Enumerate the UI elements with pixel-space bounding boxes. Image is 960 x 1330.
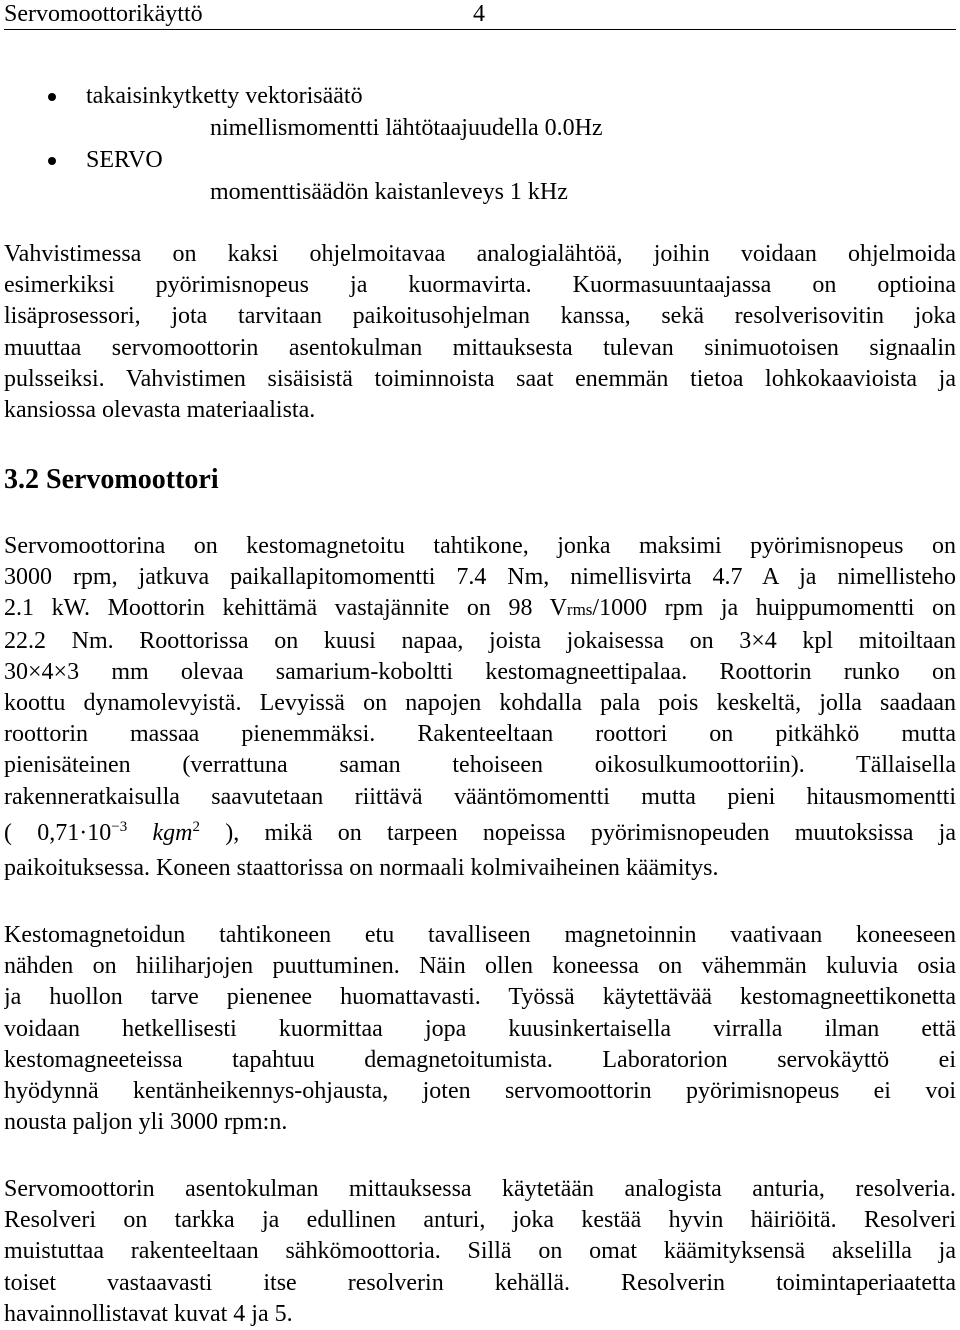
list-item [40, 80, 920, 144]
text-line: lisäprosessori, jota tarvitaan paikoitusohjelman kanssa, sekä resolverisovitin joka [4, 303, 956, 330]
text-line: Vahvistimessa on kaksi ohjelmoitavaa analogialähtöä, joihin voidaan ohjelmoida [4, 241, 956, 267]
text-line: Kestomagnetoidun tahtikoneen etu tavalliseen magnetoinnin vaativaan koneeseen [4, 922, 956, 948]
rms-line-before: 2.1 kW. Moottorin kehittämä vastajännite on 98 V [4, 595, 567, 622]
bullet-label: takaisinkytketty vektorisäätö [86, 83, 363, 109]
text-line: havainnollistavat kuvat 4 ja 5. [4, 1300, 293, 1327]
text-line: kestomagneeteissa tapahtuu demagnetoitumista. Laboratorion servokäyttö ei [4, 1046, 956, 1073]
inertia-formula: ( $0,71\cdot 10^{-3}$ kgm$^2$ ), [4, 818, 240, 846]
bullet-list [40, 80, 920, 208]
text-line: toiset vastaavasti itse resolverin kehällä. Resolverin toimintaperiaatetta [4, 1269, 956, 1296]
bullet-detail: nimellismomentti lähtötaajuudella 0.0Hz [210, 115, 603, 141]
text-line: pulsseiksi. Vahvistimen sisäisistä toiminnoista saat enemmän tietoa lohkokaavioista ja [4, 365, 956, 392]
text-line: pienisäteinen (verrattuna saman tehoiseen oikosulkumoottoriin). Tällaisella [4, 752, 956, 779]
text-line: voidaan hetkellisesti kuormittaa jopa kuusinkertaisella virralla ilman että [4, 1015, 956, 1042]
text-line: roottorin massaa pienemmäksi. Rakenteeltaan roottori on pitkähkö mutta [4, 721, 956, 748]
text-line: kansiossa olevasta materiaalista. [4, 397, 316, 424]
text-line: Servomoottorin asentokulman mittauksessa käytetään analogista anturia, resolveria. [4, 1176, 956, 1202]
paragraph-permanent-magnet [4, 920, 956, 1138]
text-line: nähden on hiiliharjojen puuttuminen. Näin ollen koneessa on vähemmän kuluvia osia [4, 953, 956, 980]
text-line: ja huollon tarve pienenee huomattavasti. Työssä käytettävää kestomagneettikonetta [4, 984, 956, 1011]
paragraph-resolver [4, 1174, 956, 1330]
text-line: hyödynnä kentänheikennys-ohjausta, joten servomoottorin pyörimisnopeus ei voi [4, 1078, 956, 1105]
text-line: Servomoottorina on kestomagnetoitu tahtikone, jonka maksimi pyörimisnopeus on [4, 533, 956, 559]
text-line-formula [4, 813, 956, 853]
text-line: muuttaa servomoottorin asentokulman mittauksesta tulevan sinimuotoisen signaalin [4, 334, 956, 361]
paragraph-servomotor [4, 531, 956, 884]
text-line-rms [4, 593, 956, 625]
text-line: rakenneratkaisulla saavutetaan riittävä vääntömomentti mutta pieni hitausmomentti [4, 783, 956, 810]
text-line: esimerkiksi pyörimisnopeus ja kuormavirta. Kuormasuuntaajassa on optioina [4, 272, 956, 299]
section-heading: 3.2 Servomoottori [4, 464, 219, 495]
header-title: Servomoottorikäyttö [4, 1, 203, 27]
list-item [40, 144, 920, 208]
bullet-label: SERVO [86, 147, 163, 173]
rms-line-after: /1000 rpm ja huippumomentti on [592, 595, 956, 622]
text-line: muistuttaa rakenteeltaan sähkömoottoria. Sillä on omat käämityksensä akselilla ja [4, 1238, 956, 1265]
text-line: koottu dynamolevyistä. Levyissä on napojen kohdalla pala pois keskeltä, jolla saadaan [4, 690, 956, 717]
text-line: 22.2 Nm. Roottorissa on kuusi napaa, joista jokaisessa on 3×4 kpl mitoiltaan [4, 627, 956, 654]
text-line: 30×4×3 mm olevaa samarium-koboltti kestomagneettipalaa. Roottorin runko on [4, 658, 956, 685]
page-number: 4 [473, 1, 485, 27]
bullet-icon [48, 157, 56, 165]
rms-subscript: rms [566, 600, 593, 620]
formula-tail: mikä on tarpeen nopeissa pyörimisnopeuden muutoksissa ja [264, 819, 956, 846]
bullet-icon [48, 93, 56, 101]
paragraph-amplifier [4, 239, 956, 426]
text-line: nousta paljon yli 3000 rpm:n. [4, 1109, 288, 1136]
bullet-detail: momenttisäädön kaistanleveys 1 kHz [210, 179, 568, 205]
text-line: Resolveri on tarkka ja edullinen anturi, joka kestää hyvin häiriöitä. Resolveri [4, 1207, 956, 1234]
text-line: 3000 rpm, jatkuva paikallapitomomentti 7.4 Nm, nimellisvirta 4.7 A ja nimellisteho [4, 564, 956, 591]
text-line: paikoituksessa. Koneen staattorissa on normaali kolmivaiheinen käämitys. [4, 854, 719, 881]
running-header [4, 0, 956, 30]
